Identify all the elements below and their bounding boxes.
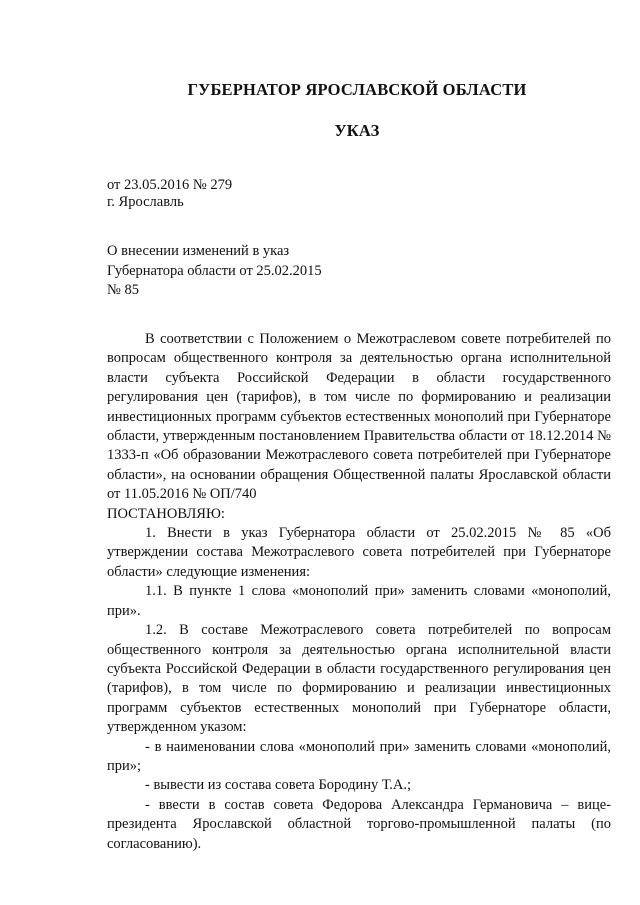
- decree-date-number: от 23.05.2016 № 279: [107, 177, 233, 193]
- subject-line: Губернатора области от 25.02.2015: [107, 262, 322, 279]
- preamble-paragraph: В соответствии с Положением о Межотраслевом совете потребителей по вопросам общественного контроля за деятельностью органа исполнительной власти субъекта Российской Федерации в области государственного регулирования цен (тарифов), в том числе по формированию и реализации инвестиционных программ субъектов естественных монополий при Губернаторе области, утвержденным постановлением Правительства области от 18.12.2014 № 1333-п «Об образовании Межотраслевого совета потребителей при Губернаторе области», на основании обращения Общественной палаты Ярославской области от 11.05.2016 № ОП/740: [107, 331, 611, 503]
- decree-city: г. Ярославль: [107, 194, 184, 210]
- item-1-paragraph: 1. Внести в указ Губернатора области от 25.02.2015 № 85 «Об утверждении состава Межотраслевого совета потребителей при Губернаторе области» следующие изменения:: [107, 525, 611, 580]
- governor-title: ГУБЕРНАТОР ЯРОСЛАВСКОЙ ОБЛАСТИ: [187, 80, 527, 99]
- decree-type-title: УКАЗ: [334, 121, 380, 140]
- bullet-rename: - в наименовании слова «монополий при» заменить словами «монополий, при»;: [107, 738, 611, 774]
- item-1-1-paragraph: 1.1. В пункте 1 слова «монополий при» заменить словами «монополий, при».: [107, 583, 611, 619]
- decree-subject: [107, 242, 322, 301]
- subject-line: № 85: [107, 282, 139, 298]
- bullet-add-member: - ввести в состав совета Федорова Александра Германовича – вице-президента Ярославской областной торгово-промышленной палаты (по согласованию).: [107, 796, 611, 852]
- decree-word: ПОСТАНОВЛЯЮ:: [107, 505, 225, 522]
- subject-line: О внесении изменений в указ: [107, 243, 290, 259]
- item-1-2-paragraph: 1.2. В составе Межотраслевого совета потребителей по вопросам общественного контроля за деятельностью органа исполнительной власти субъекта Российской Федерации в области государственного регулирования цен (тарифов), в том числе по формированию и реализации инвестиционных программ субъектов естественных монополий при Губернаторе области, утвержденном указом:: [107, 622, 611, 736]
- decree-body: [107, 330, 611, 854]
- bullet-remove-member: - вывести из состава совета Бородину Т.А.;: [145, 777, 412, 794]
